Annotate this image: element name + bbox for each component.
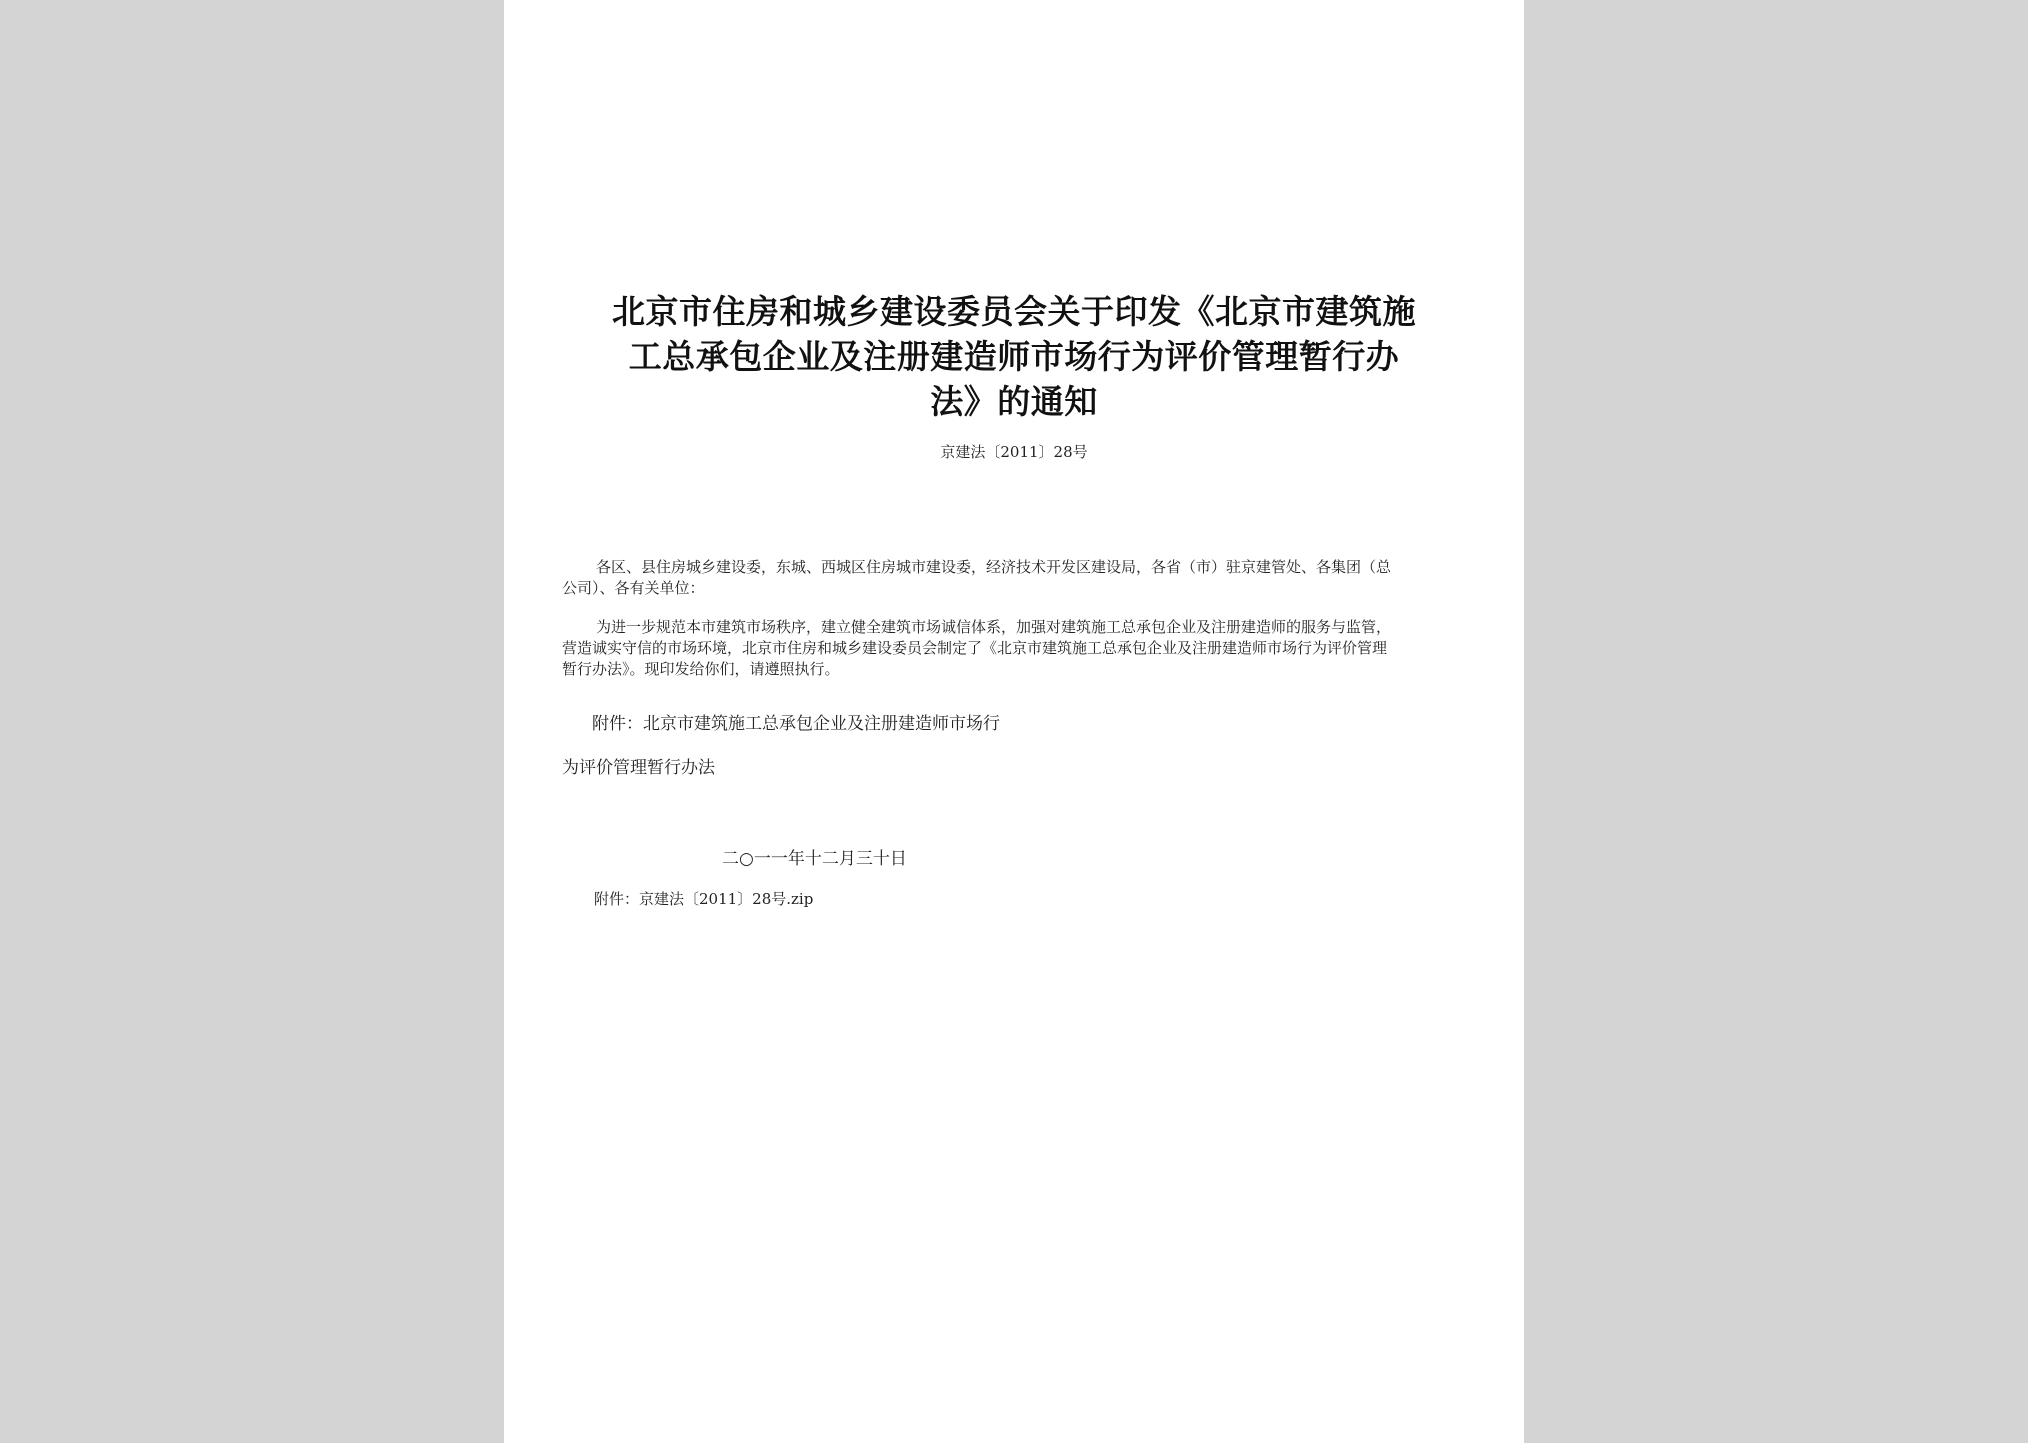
issue-date: 二○一一年十二月三十日 [722,849,907,869]
document-number: 京建法〔2011〕28号 [940,443,1088,461]
body-line-1: 为进一步规范本市建筑市场秩序，建立健全建筑市场诚信体系，加强对建筑施工总承包企业及注册建造师的服务与监管， [596,618,1392,636]
zip-attachment-link[interactable]: 附件：京建法〔2011〕28号.zip [594,890,814,908]
document-title [564,289,1464,424]
body-line-2: 营造诚实守信的市场环境，北京市住房和城乡建设委员会制定了《北京市建筑施工总承包企业及注册建造师市场行为评价管理 [562,639,1388,657]
attachment-line-2: 为评价管理暂行办法 [562,758,715,778]
title-line-1: 北京市住房和城乡建设委员会关于印发《北京市建筑施 [612,292,1416,331]
body-line-3: 暂行办法》。现印发给你们，请遵照执行。 [562,660,840,678]
title-line-2: 工总承包企业及注册建造师市场行为评价管理暂行办 [628,337,1400,376]
attachment-line-1: 附件：北京市建筑施工总承包企业及注册建造师市场行 [592,714,1000,734]
title-line-3: 法》的通知 [930,382,1098,421]
body-paragraph [562,617,1472,680]
recipients-paragraph [562,557,1472,599]
recipients-line-1: 各区、县住房城乡建设委，东城、西城区住房城市建设委，经济技术开发区建设局，各省（市）驻京建管处、各集团（总 [596,558,1392,576]
document-page [504,0,1524,1443]
recipients-line-2: 公司）、各有关单位： [562,579,705,597]
